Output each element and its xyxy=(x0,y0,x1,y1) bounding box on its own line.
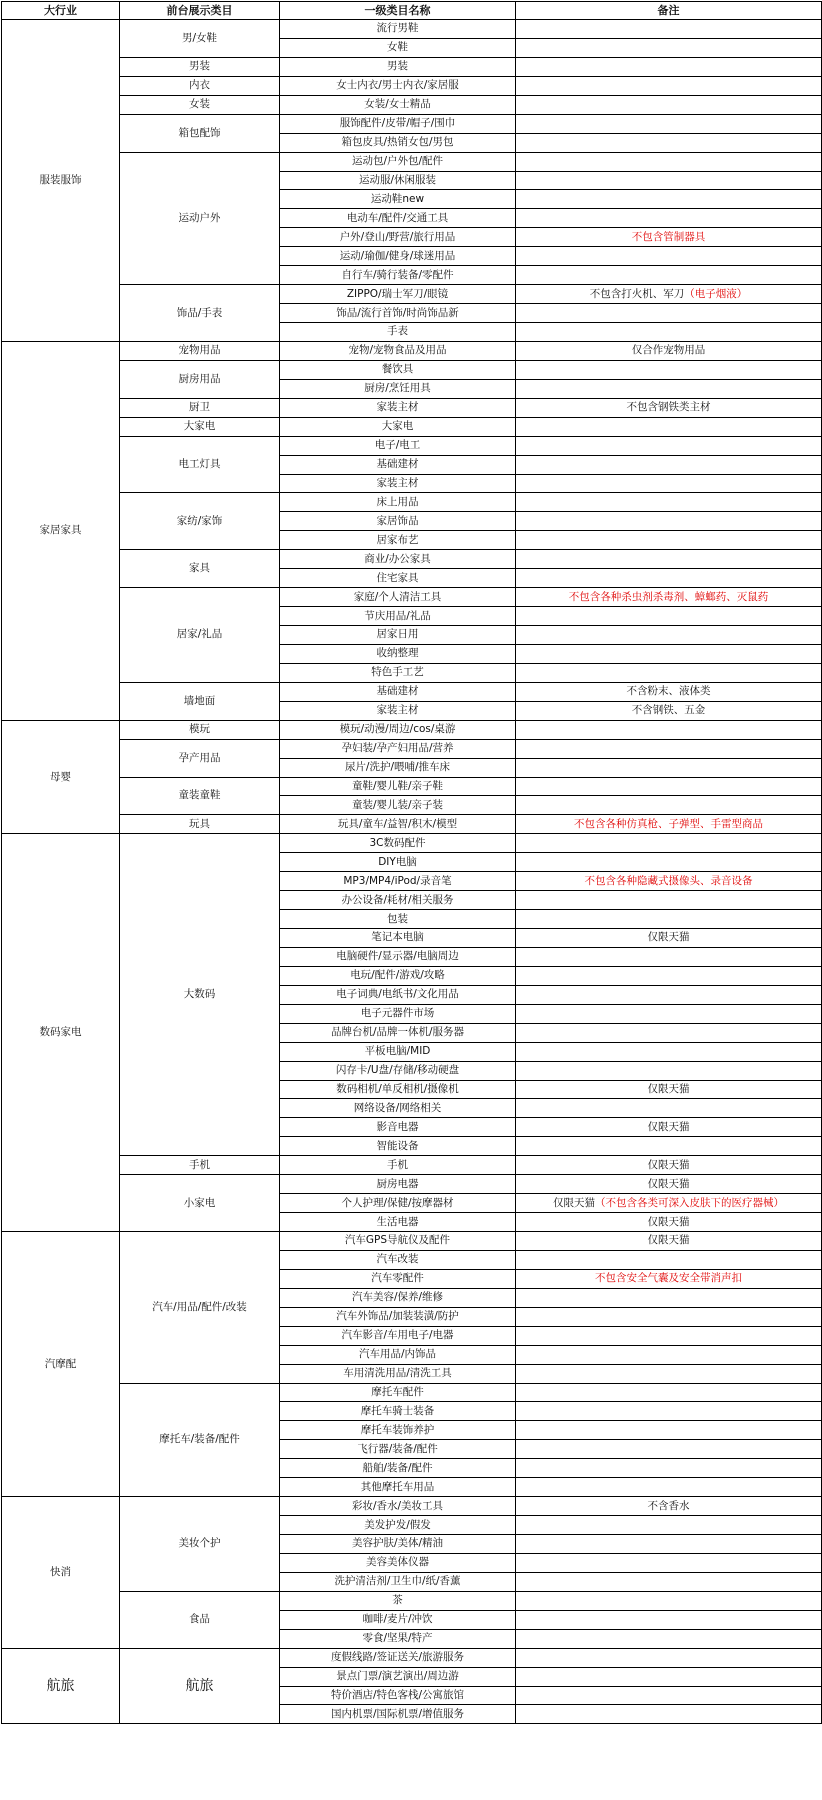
note-cell xyxy=(516,1004,822,1023)
note-cell xyxy=(516,1629,822,1648)
industry-cell: 航旅 xyxy=(2,1648,120,1724)
note-cell xyxy=(516,228,822,247)
note-cell xyxy=(516,1326,822,1345)
level1-category-cell: 家装主材 xyxy=(280,701,516,720)
level1-category-cell: 电脑硬件/显示器/电脑周边 xyxy=(280,947,516,966)
note-cell xyxy=(516,1345,822,1364)
level1-category-cell: 茶 xyxy=(280,1591,516,1610)
table-row xyxy=(2,95,822,114)
note-text: 仅限天猫 xyxy=(647,1158,690,1171)
level1-category-cell: 飞行器/装备/配件 xyxy=(280,1440,516,1459)
level1-category-cell: 洗护清洁剂/卫生巾/纸/香薰 xyxy=(280,1572,516,1591)
level1-category-cell: 模玩/动漫/周边/cos/桌游 xyxy=(280,720,516,739)
level1-category-cell: 笔记本电脑 xyxy=(280,929,516,948)
level1-category-cell: 居家布艺 xyxy=(280,531,516,550)
table-row xyxy=(2,152,822,171)
level1-category-cell: 汽车美容/保养/维修 xyxy=(280,1288,516,1307)
level1-category-cell: 手表 xyxy=(280,323,516,342)
note-cell xyxy=(516,474,822,493)
header-front-category: 前台展示类目 xyxy=(120,2,280,20)
industry-cell: 母婴 xyxy=(2,720,120,834)
note-cell xyxy=(516,379,822,398)
table-row xyxy=(2,1232,822,1251)
level1-category-cell: 船舶/装备/配件 xyxy=(280,1459,516,1478)
note-cell xyxy=(516,1307,822,1326)
note-cell xyxy=(516,1288,822,1307)
level1-category-cell: 美发护发/假发 xyxy=(280,1516,516,1535)
level1-category-cell: 电动车/配件/交通工具 xyxy=(280,209,516,228)
level1-category-cell: 餐饮具 xyxy=(280,360,516,379)
note-cell xyxy=(516,1478,822,1497)
table-row xyxy=(2,398,822,417)
note-text: 不包含安全气囊及安全带消声扣 xyxy=(595,1272,742,1285)
note-cell xyxy=(516,531,822,550)
level1-category-cell: 咖啡/麦片/冲饮 xyxy=(280,1610,516,1629)
note-cell xyxy=(516,1440,822,1459)
front-category-cell: 女装 xyxy=(120,95,280,114)
note-text: 仅限天猫 xyxy=(647,931,690,944)
level1-category-cell: 大家电 xyxy=(280,417,516,436)
level1-category-cell: 汽车用品/内饰品 xyxy=(280,1345,516,1364)
table-row xyxy=(2,57,822,76)
table-row xyxy=(2,588,822,607)
level1-category-cell: 电子元器件市场 xyxy=(280,1004,516,1023)
note-cell xyxy=(516,796,822,815)
front-category-cell: 食品 xyxy=(120,1591,280,1648)
table-row xyxy=(2,436,822,455)
table-row xyxy=(2,360,822,379)
industry-cell: 汽摩配 xyxy=(2,1232,120,1497)
note-cell xyxy=(516,38,822,57)
front-category-cell: 模玩 xyxy=(120,720,280,739)
level1-category-cell: 摩托车骑士装备 xyxy=(280,1402,516,1421)
table-row xyxy=(2,341,822,360)
header-level1-category: 一级类目名称 xyxy=(280,2,516,20)
note-cell xyxy=(516,1667,822,1686)
level1-category-cell: 其他摩托车用品 xyxy=(280,1478,516,1497)
front-category-cell: 美妆个护 xyxy=(120,1497,280,1592)
level1-category-cell: 电玩/配件/游戏/攻略 xyxy=(280,966,516,985)
front-category-cell: 箱包配饰 xyxy=(120,114,280,152)
level1-category-cell: 个人护理/保健/按摩器材 xyxy=(280,1194,516,1213)
level1-category-cell: 尿片/洗护/喂哺/推车床 xyxy=(280,758,516,777)
table-row xyxy=(2,550,822,569)
note-cell xyxy=(516,493,822,512)
level1-category-cell: 度假线路/签证送关/旅游服务 xyxy=(280,1648,516,1667)
level1-category-cell: 3C数码配件 xyxy=(280,834,516,853)
note-cell xyxy=(516,929,822,948)
note-cell xyxy=(516,834,822,853)
note-text-highlight: （不包含各类可深入皮肤下的医疗器械） xyxy=(595,1196,784,1209)
level1-category-cell: 彩妆/香水/美妆工具 xyxy=(280,1497,516,1516)
industry-cell: 家居家具 xyxy=(2,341,120,720)
note-cell xyxy=(516,1648,822,1667)
front-category-cell: 内衣 xyxy=(120,76,280,95)
table-row xyxy=(2,1383,822,1402)
note-text: 不包含管制器具 xyxy=(631,230,706,243)
level1-category-cell: 宠物/宠物食品及用品 xyxy=(280,341,516,360)
front-category-cell: 厨房用品 xyxy=(120,360,280,398)
table-row xyxy=(2,720,822,739)
front-category-cell: 宠物用品 xyxy=(120,341,280,360)
note-cell xyxy=(516,1099,822,1118)
note-cell xyxy=(516,644,822,663)
table-row xyxy=(2,834,822,853)
note-text: 不含粉末、液体类 xyxy=(626,685,711,698)
note-cell xyxy=(516,720,822,739)
level1-category-cell: 品牌台机/品牌一体机/服务器 xyxy=(280,1023,516,1042)
front-category-cell: 运动户外 xyxy=(120,152,280,285)
level1-category-cell: 零食/坚果/特产 xyxy=(280,1629,516,1648)
note-cell xyxy=(516,76,822,95)
note-cell xyxy=(516,133,822,152)
level1-category-cell: 影音电器 xyxy=(280,1118,516,1137)
level1-category-cell: 平板电脑/MID xyxy=(280,1042,516,1061)
level1-category-cell: DIY电脑 xyxy=(280,853,516,872)
note-text: 仅限天猫 xyxy=(647,1177,690,1190)
front-category-cell: 小家电 xyxy=(120,1175,280,1232)
note-cell xyxy=(516,1572,822,1591)
level1-category-cell: MP3/MP4/iPod/录音笔 xyxy=(280,872,516,891)
note-cell xyxy=(516,853,822,872)
note-text: 不含钢铁、五金 xyxy=(631,704,706,717)
front-category-cell: 饰品/手表 xyxy=(120,285,280,342)
note-cell xyxy=(516,947,822,966)
level1-category-cell: 饰品/流行首饰/时尚饰品新 xyxy=(280,304,516,323)
note-cell xyxy=(516,360,822,379)
front-category-cell: 男/女鞋 xyxy=(120,20,280,58)
level1-category-cell: 汽车零配件 xyxy=(280,1269,516,1288)
level1-category-cell: 女装/女士精品 xyxy=(280,95,516,114)
note-cell xyxy=(516,247,822,266)
note-cell xyxy=(516,512,822,531)
front-category-cell: 厨卫 xyxy=(120,398,280,417)
note-cell xyxy=(516,171,822,190)
note-cell xyxy=(516,417,822,436)
note-cell xyxy=(516,607,822,626)
level1-category-cell: 汽车GPS导航仪及配件 xyxy=(280,1232,516,1251)
note-cell xyxy=(516,1610,822,1629)
note-text: 不包含各种仿真枪、子弹型、手雷型商品 xyxy=(574,817,763,830)
front-category-cell: 男装 xyxy=(120,57,280,76)
note-cell xyxy=(516,455,822,474)
note-cell xyxy=(516,304,822,323)
note-text: 仅限天猫 xyxy=(647,1234,690,1247)
level1-category-cell: 运动/瑜伽/健身/球迷用品 xyxy=(280,247,516,266)
level1-category-cell: 家居饰品 xyxy=(280,512,516,531)
industry-cell: 数码家电 xyxy=(2,834,120,1232)
level1-category-cell: 美容美体仪器 xyxy=(280,1553,516,1572)
note-cell xyxy=(516,341,822,360)
level1-category-cell: 服饰配件/皮带/帽子/围巾 xyxy=(280,114,516,133)
level1-category-cell: 孕妇装/孕产妇用品/营养 xyxy=(280,739,516,758)
level1-category-cell: 包装 xyxy=(280,910,516,929)
note-text: 不含香水 xyxy=(647,1499,690,1512)
front-category-cell: 墙地面 xyxy=(120,682,280,720)
note-text: 仅限天猫 xyxy=(647,1120,690,1133)
industry-cell: 服装服饰 xyxy=(2,20,120,342)
note-cell xyxy=(516,1383,822,1402)
front-category-cell: 家纺/家饰 xyxy=(120,493,280,550)
level1-category-cell: 收纳整理 xyxy=(280,644,516,663)
note-cell xyxy=(516,436,822,455)
note-text: 不包含钢铁类主材 xyxy=(626,401,711,414)
note-cell xyxy=(516,1213,822,1232)
level1-category-cell: 自行车/骑行装备/零配件 xyxy=(280,266,516,285)
note-cell xyxy=(516,114,822,133)
note-cell xyxy=(516,985,822,1004)
level1-category-cell: 汽车改装 xyxy=(280,1250,516,1269)
front-category-cell: 孕产用品 xyxy=(120,739,280,777)
table-row xyxy=(2,1497,822,1516)
note-cell xyxy=(516,682,822,701)
note-cell xyxy=(516,1686,822,1705)
note-cell xyxy=(516,872,822,891)
table-body xyxy=(2,20,822,1724)
table-row xyxy=(2,777,822,796)
note-cell xyxy=(516,1269,822,1288)
level1-category-cell: 厨房/烹饪用具 xyxy=(280,379,516,398)
level1-category-cell: 户外/登山/野营/旅行用品 xyxy=(280,228,516,247)
level1-category-cell: 智能设备 xyxy=(280,1137,516,1156)
note-cell xyxy=(516,20,822,39)
note-cell xyxy=(516,966,822,985)
level1-category-cell: 摩托车装饰养护 xyxy=(280,1421,516,1440)
level1-category-cell: 箱包皮具/热销女包/男包 xyxy=(280,133,516,152)
level1-category-cell: 闪存卡/U盘/存储/移动硬盘 xyxy=(280,1061,516,1080)
note-cell xyxy=(516,758,822,777)
note-cell xyxy=(516,910,822,929)
note-cell xyxy=(516,323,822,342)
category-table xyxy=(1,1,822,1724)
note-cell xyxy=(516,1553,822,1572)
table-row xyxy=(2,682,822,701)
note-cell xyxy=(516,1705,822,1724)
level1-category-cell: 汽车影音/车用电子/电器 xyxy=(280,1326,516,1345)
level1-category-cell: 运动鞋new xyxy=(280,190,516,209)
note-text: 仅限天猫 xyxy=(647,1082,690,1095)
note-cell xyxy=(516,285,822,304)
level1-category-cell: 美容护肤/美体/精油 xyxy=(280,1535,516,1554)
front-category-cell: 大数码 xyxy=(120,834,280,1156)
note-cell xyxy=(516,95,822,114)
note-cell xyxy=(516,152,822,171)
front-category-cell: 摩托车/装备/配件 xyxy=(120,1383,280,1497)
front-category-cell: 汽车/用品/配件/改装 xyxy=(120,1232,280,1384)
level1-category-cell: 女士内衣/男士内衣/家居服 xyxy=(280,76,516,95)
note-cell xyxy=(516,891,822,910)
note-cell xyxy=(516,739,822,758)
level1-category-cell: 节庆用品/礼品 xyxy=(280,607,516,626)
level1-category-cell: 基础建材 xyxy=(280,682,516,701)
level1-category-cell: 童装/婴儿装/亲子装 xyxy=(280,796,516,815)
level1-category-cell: 厨房电器 xyxy=(280,1175,516,1194)
note-text: 不包含各种杀虫剂杀毒剂、蟑螂药、灭鼠药 xyxy=(568,590,769,603)
note-cell xyxy=(516,1080,822,1099)
note-cell xyxy=(516,1232,822,1251)
level1-category-cell: 流行男鞋 xyxy=(280,20,516,39)
level1-category-cell: 车用清洗用品/清洗工具 xyxy=(280,1364,516,1383)
level1-category-cell: 国内机票/国际机票/增值服务 xyxy=(280,1705,516,1724)
front-category-cell: 电工灯具 xyxy=(120,436,280,493)
level1-category-cell: 电子/电工 xyxy=(280,436,516,455)
note-cell xyxy=(516,550,822,569)
note-cell xyxy=(516,57,822,76)
table-row xyxy=(2,285,822,304)
level1-category-cell: 景点门票/演艺演出/周边游 xyxy=(280,1667,516,1686)
level1-category-cell: 基础建材 xyxy=(280,455,516,474)
level1-category-cell: 摩托车配件 xyxy=(280,1383,516,1402)
industry-cell: 快消 xyxy=(2,1497,120,1649)
level1-category-cell: 特色手工艺 xyxy=(280,663,516,682)
level1-category-cell: 男装 xyxy=(280,57,516,76)
note-cell xyxy=(516,1497,822,1516)
level1-category-cell: 住宅家具 xyxy=(280,569,516,588)
note-text-highlight: （电子烟液） xyxy=(684,287,748,300)
front-category-cell: 手机 xyxy=(120,1156,280,1175)
table-row xyxy=(2,417,822,436)
table-row xyxy=(2,76,822,95)
note-cell xyxy=(516,1459,822,1478)
note-cell xyxy=(516,266,822,285)
front-category-cell: 大家电 xyxy=(120,417,280,436)
level1-category-cell: 商业/办公家具 xyxy=(280,550,516,569)
note-cell xyxy=(516,1250,822,1269)
note-cell xyxy=(516,1156,822,1175)
note-cell xyxy=(516,398,822,417)
note-cell xyxy=(516,1535,822,1554)
level1-category-cell: 玩具/童车/益智/积木/模型 xyxy=(280,815,516,834)
note-text: 仅限天猫 xyxy=(647,1215,690,1228)
note-text: 不包含打火机、军刀 xyxy=(589,287,685,300)
header-row xyxy=(2,2,822,20)
note-cell xyxy=(516,1421,822,1440)
level1-category-cell: 特价酒店/特色客栈/公寓旅馆 xyxy=(280,1686,516,1705)
note-cell xyxy=(516,1364,822,1383)
level1-category-cell: 生活电器 xyxy=(280,1213,516,1232)
note-cell xyxy=(516,588,822,607)
level1-category-cell: 床上用品 xyxy=(280,493,516,512)
note-cell xyxy=(516,1137,822,1156)
table-row xyxy=(2,493,822,512)
note-text: 仅合作宠物用品 xyxy=(631,344,706,357)
level1-category-cell: 女鞋 xyxy=(280,38,516,57)
front-category-cell: 家具 xyxy=(120,550,280,588)
table-row xyxy=(2,815,822,834)
front-category-cell: 航旅 xyxy=(120,1648,280,1724)
level1-category-cell: 家庭/个人清洁工具 xyxy=(280,588,516,607)
note-cell xyxy=(516,1042,822,1061)
header-note: 备注 xyxy=(516,2,822,20)
level1-category-cell: 办公设备/耗材/相关服务 xyxy=(280,891,516,910)
level1-category-cell: 家装主材 xyxy=(280,398,516,417)
front-category-cell: 玩具 xyxy=(120,815,280,834)
note-cell xyxy=(516,1118,822,1137)
note-cell xyxy=(516,701,822,720)
level1-category-cell: 童鞋/婴儿鞋/亲子鞋 xyxy=(280,777,516,796)
note-cell xyxy=(516,777,822,796)
front-category-cell: 居家/礼品 xyxy=(120,588,280,683)
note-cell xyxy=(516,1194,822,1213)
note-text: 不包含各种隐藏式摄像头、录音设备 xyxy=(584,874,753,887)
table-row xyxy=(2,20,822,39)
header-industry: 大行业 xyxy=(2,2,120,20)
note-cell xyxy=(516,663,822,682)
note-cell xyxy=(516,1023,822,1042)
level1-category-cell: 居家日用 xyxy=(280,626,516,645)
level1-category-cell: 运动服/休闲服装 xyxy=(280,171,516,190)
level1-category-cell: 数码相机/单反相机/摄像机 xyxy=(280,1080,516,1099)
note-cell xyxy=(516,1061,822,1080)
note-text: 仅限天猫 xyxy=(553,1196,595,1209)
note-cell xyxy=(516,626,822,645)
front-category-cell: 童装童鞋 xyxy=(120,777,280,815)
note-cell xyxy=(516,209,822,228)
note-cell xyxy=(516,1591,822,1610)
level1-category-cell: 手机 xyxy=(280,1156,516,1175)
table-row xyxy=(2,1175,822,1194)
level1-category-cell: ZIPPO/瑞士军刀/眼镜 xyxy=(280,285,516,304)
note-cell xyxy=(516,1402,822,1421)
note-cell xyxy=(516,1175,822,1194)
level1-category-cell: 家装主材 xyxy=(280,474,516,493)
level1-category-cell: 电子词典/电纸书/文化用品 xyxy=(280,985,516,1004)
table-row xyxy=(2,1156,822,1175)
note-cell xyxy=(516,569,822,588)
note-cell xyxy=(516,1516,822,1535)
table-row xyxy=(2,114,822,133)
level1-category-cell: 网络设备/网络相关 xyxy=(280,1099,516,1118)
level1-category-cell: 运动包/户外包/配件 xyxy=(280,152,516,171)
note-cell xyxy=(516,190,822,209)
note-cell xyxy=(516,815,822,834)
level1-category-cell: 汽车外饰品/加装装潢/防护 xyxy=(280,1307,516,1326)
table-row xyxy=(2,1648,822,1667)
table-row xyxy=(2,1591,822,1610)
table-row xyxy=(2,739,822,758)
